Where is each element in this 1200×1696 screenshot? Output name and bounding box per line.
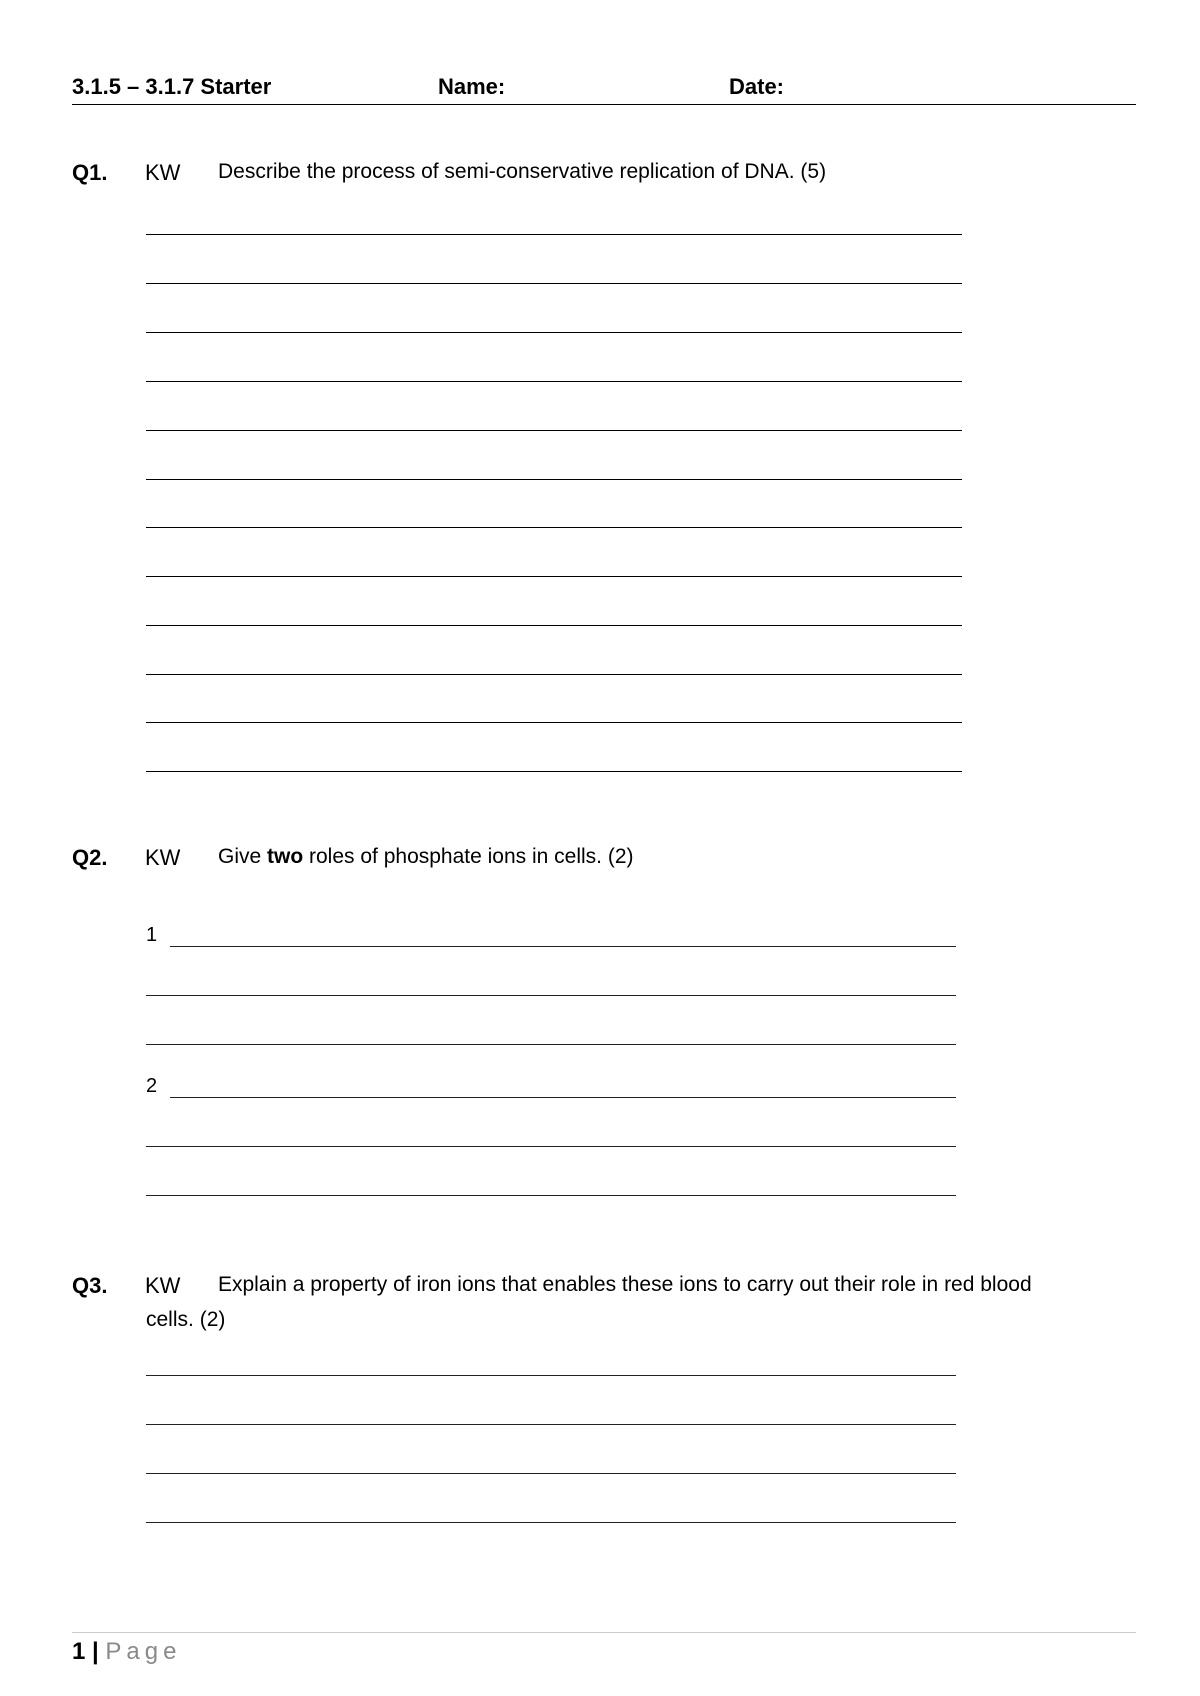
q2-text (218, 845, 634, 869)
q1-answer-line[interactable] (146, 527, 962, 528)
q2-answer-line[interactable] (146, 1044, 956, 1045)
page-separator: | (92, 1638, 99, 1665)
q3-answer-line[interactable] (146, 1473, 956, 1474)
q1-answer-line[interactable] (146, 283, 962, 284)
q1-tag: KW (145, 160, 181, 185)
page-footer (72, 1638, 181, 1666)
worksheet-title: 3.1.5 – 3.1.7 Starter (72, 74, 272, 99)
q2-prompt-start: Give (218, 845, 268, 868)
q1-answer-line[interactable] (146, 430, 962, 431)
q1-prompt: Describe the process of semi-conservative replication of DNA. (218, 160, 795, 183)
q2-prompt-emphasis: two (267, 845, 304, 868)
q1-answer-line[interactable] (146, 479, 962, 480)
q1-answer-line[interactable] (146, 674, 962, 675)
page-number: 1 (72, 1638, 86, 1665)
q1-answer-line[interactable] (146, 381, 962, 382)
q1-answer-line[interactable] (146, 332, 962, 333)
q2-number: Q2. (72, 845, 108, 870)
q2-marks: (2) (607, 845, 634, 868)
date-label: Date: (729, 74, 785, 99)
q1-answer-line[interactable] (146, 625, 962, 626)
page-label: Page (105, 1638, 182, 1665)
q2-answer-line[interactable] (146, 1195, 956, 1196)
q2-answer-line[interactable] (146, 1146, 956, 1147)
q2-answer-number-1: 1 (146, 924, 158, 946)
q2-answer-line[interactable] (170, 1097, 956, 1098)
q1-number: Q1. (72, 160, 108, 185)
q3-prompt-end: cells. (146, 1308, 194, 1331)
q1-answer-line[interactable] (146, 771, 962, 772)
q2-prompt-end: roles of phosphate ions in cells. (303, 845, 603, 868)
q1-answer-line[interactable] (146, 576, 962, 577)
q3-tag: KW (145, 1273, 181, 1298)
q3-answer-line[interactable] (146, 1424, 956, 1425)
q3-text-line2 (146, 1308, 225, 1332)
q3-number: Q3. (72, 1273, 108, 1298)
q1-answer-line[interactable] (146, 722, 962, 723)
q3-answer-line[interactable] (146, 1522, 956, 1523)
footer-rule (72, 1632, 1136, 1633)
q2-answer-line[interactable] (146, 995, 956, 996)
q1-marks: (5) (800, 160, 827, 183)
q3-text-line1: Explain a property of iron ions that enables these ions to carry out their role in red blood (218, 1273, 1032, 1296)
q3-marks: (2) (199, 1308, 226, 1331)
q3-answer-line[interactable] (146, 1375, 956, 1376)
q2-answer-number-2: 2 (146, 1075, 158, 1097)
q1-answer-line[interactable] (146, 234, 962, 235)
q2-tag: KW (145, 845, 181, 870)
q1-text (218, 160, 826, 184)
name-label: Name: (438, 74, 506, 99)
header-rule (72, 104, 1136, 105)
q2-answer-line[interactable] (170, 946, 956, 947)
